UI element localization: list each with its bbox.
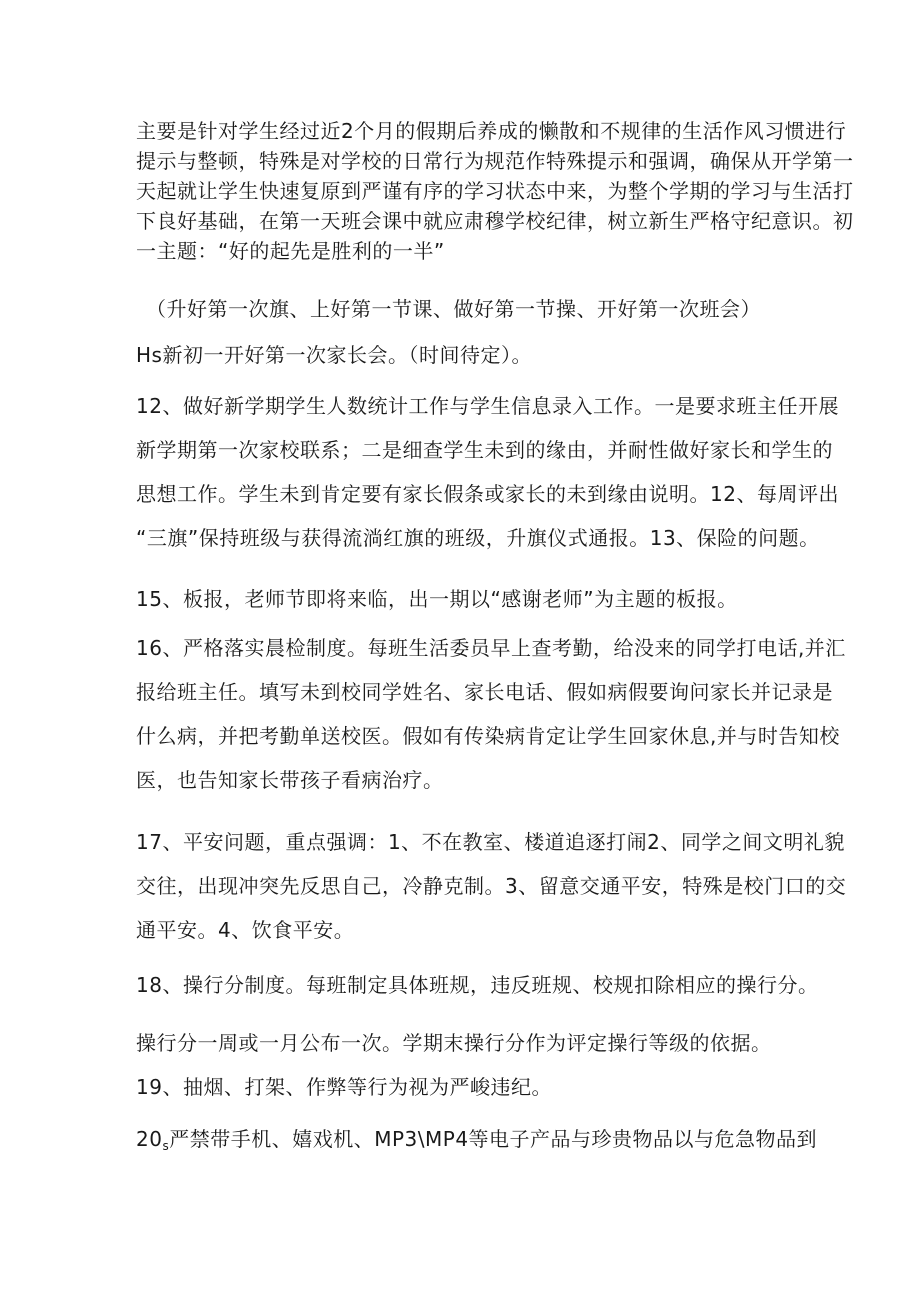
text-line: 医，也告知家长带孩子看病治疗。 bbox=[136, 768, 444, 792]
text-line: 交往，出现冲突先反思自己，冷静克制。3、留意交通平安，特殊是校门口的交 bbox=[136, 874, 847, 898]
text-line bbox=[136, 1124, 818, 1154]
paragraph-item-19 bbox=[136, 1072, 796, 1102]
paragraph-item-12 bbox=[136, 384, 839, 560]
text-line: 思想工作。学生未到肯定要有家长假条或家长的未到缘由说明。12、每周评出 bbox=[136, 482, 839, 506]
text-line: 新学期第一次家校联系；二是细查学生未到的缘由，并耐性做好家长和学生的 bbox=[136, 438, 833, 462]
item-text: 严禁带手机、嬉戏机、MP3\MP4等电子产品与珍贵物品以与危急物品到 bbox=[169, 1127, 818, 1151]
text-line: 操行分一周或一月公布一次。学期末操行分作为评定操行等级的依据。 bbox=[136, 1031, 772, 1055]
text-line: 12、做好新学期学生人数统计工作与学生信息录入工作。一是要求班主任开展 bbox=[136, 394, 839, 418]
text-line: “三旗”保持班级与获得流淌红旗的班级，升旗仪式通报。13、保险的问题。 bbox=[136, 526, 820, 550]
text-line: 什么病，并把考勤单送校医。假如有传染病肯定让学生回家休息,并与时告知校 bbox=[136, 724, 840, 748]
paragraph-intro bbox=[136, 116, 854, 266]
text-line: 15、板报，老师节即将来临，出一期以“感谢老师”为主题的板报。 bbox=[136, 587, 738, 611]
paragraph-item-18 bbox=[136, 970, 819, 1000]
paragraph-item-15 bbox=[136, 584, 796, 614]
item-number: 20 bbox=[136, 1127, 163, 1151]
subscript-mark: s bbox=[162, 1139, 170, 1153]
text-line: 16、严格落实晨检制度。每班生活委员早上查考勤，给没来的同学打电话,并汇 bbox=[136, 636, 846, 660]
paragraph-item-20 bbox=[136, 1124, 818, 1154]
paragraph-parent-meeting bbox=[136, 340, 796, 370]
text-line: 下良好基础，在第一天班会课中就应肃穆学校纪律，树立新生严格守纪意识。初 bbox=[136, 209, 854, 233]
text-line: 一主题：“好的起先是胜利的一半” bbox=[136, 239, 445, 263]
text-line: 提示与整顿，特殊是对学校的日常行为规范作特殊提示和强调，确保从开学第一 bbox=[136, 149, 854, 173]
text-line: 通平安。4、饮食平安。 bbox=[136, 918, 355, 942]
text-line: 报给班主任。填写未到校同学姓名、家长电话、假如病假要询问家长并记录是 bbox=[136, 680, 833, 704]
paragraph-item-16 bbox=[136, 626, 846, 802]
text-line: 18、操行分制度。每班制定具体班规，违反班规、校规扣除相应的操行分。 bbox=[136, 973, 819, 997]
text-line: （升好第一次旗、上好第一节课、做好第一节操、开好第一次班会） bbox=[146, 297, 761, 321]
paragraph-item-17 bbox=[136, 820, 847, 952]
text-line: 17、平安问题，重点强调：1、不在教室、楼道追逐打闹2、同学之间文明礼貌 bbox=[136, 830, 845, 854]
text-line: 主要是针对学生经过近2个月的假期后养成的懒散和不规律的生活作风习惯进行 bbox=[136, 119, 847, 143]
text-line: Hs新初一开好第一次家长会。（时间待定）。 bbox=[136, 343, 532, 367]
paragraph-first-tasks bbox=[146, 294, 806, 324]
text-line: 天起就让学生快速复原到严谨有序的学习状态中来，为整个学期的学习与生活打 bbox=[136, 179, 854, 203]
paragraph-conduct-score bbox=[136, 1028, 796, 1058]
text-line: 19、抽烟、打架、作弊等行为视为严峻违纪。 bbox=[136, 1075, 552, 1099]
